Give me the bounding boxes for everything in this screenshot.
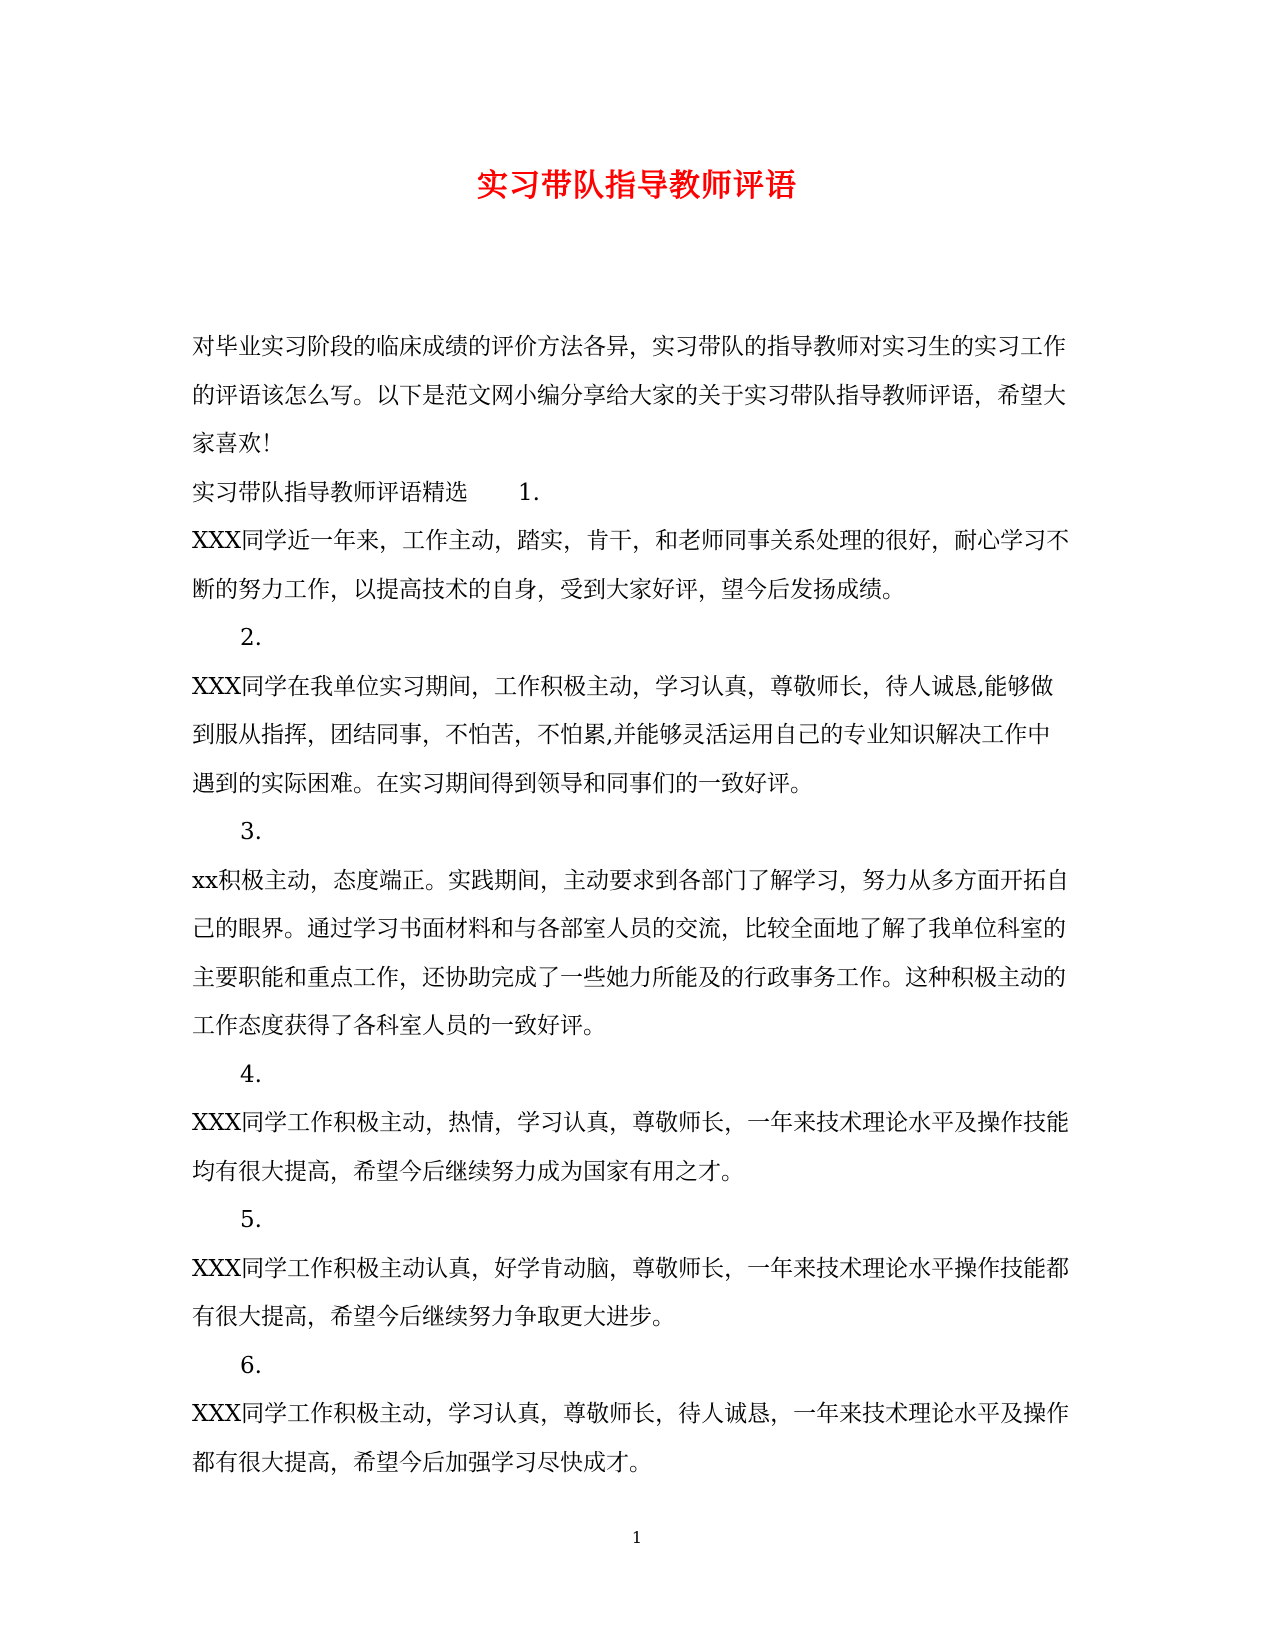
- item-number-6: 6.: [240, 1352, 262, 1379]
- section-heading: 实习带队指导教师评语精选: [192, 479, 468, 506]
- item-number-3: 3.: [240, 819, 262, 845]
- item-number-4: 4.: [240, 1061, 262, 1088]
- document-body: [192, 323, 1072, 1487]
- item-text-1: XXX同学近一年来，工作主动，踏实，肯干，和老师同事关系处理的很好，耐心学习不断的努力工作，以提高技术的自身，受到大家好评，望今后发扬成绩。: [192, 528, 1070, 603]
- item-text-3: xx积极主动，态度端正。实践期间，主动要求到各部门了解学习，努力从多方面开拓自己的眼界。通过学习书面材料和与各部室人员的交流，比较全面地了解了我单位科室的主要职能和重点工作，还协助完成了一些她力所能及的行政事务工作。这种积极主动的工作态度获得了各科室人员的一致好评。: [192, 867, 1069, 1039]
- item-text-4: XXX同学工作积极主动，热情，学习认真，尊敬师长，一年来技术理论水平及操作技能均有很大提高，希望今后继续努力成为国家有用之才。: [192, 1110, 1070, 1185]
- item-text-5: XXX同学工作积极主动认真，好学肯动脑，尊敬师长，一年来技术理论水平操作技能都有很大提高，希望今后继续努力争取更大进步。: [192, 1255, 1070, 1330]
- document-title: 实习带队指导教师评语: [477, 168, 797, 204]
- item-number-2: 2.: [240, 625, 262, 651]
- section-heading-line: [192, 469, 1072, 518]
- page-number: 1: [631, 1528, 643, 1547]
- item-number-5: 5.: [240, 1207, 262, 1233]
- intro-paragraph: 对毕业实习阶段的临床成绩的评价方法各异，实习带队的指导教师对实习生的实习工作的评语该怎么写。以下是范文网小编分享给大家的关于实习带队指导教师评语，希望大家喜欢！: [192, 334, 1066, 457]
- item-text-2: XXX同学在我单位实习期间，工作积极主动，学习认真，尊敬师长，待人诚恳,能够做到服从指挥，团结同事，不怕苦，不怕累,并能够灵活运用自己的专业知识解决工作中遇到的实际困难。在实习期间得到领导和同事们的一致好评。: [192, 673, 1054, 797]
- item-text-6: XXX同学工作积极主动，学习认真，尊敬师长，待人诚恳，一年来技术理论水平及操作都有很大提高，希望今后加强学习尽快成才。: [192, 1401, 1070, 1476]
- item-number-1: 1.: [518, 479, 540, 506]
